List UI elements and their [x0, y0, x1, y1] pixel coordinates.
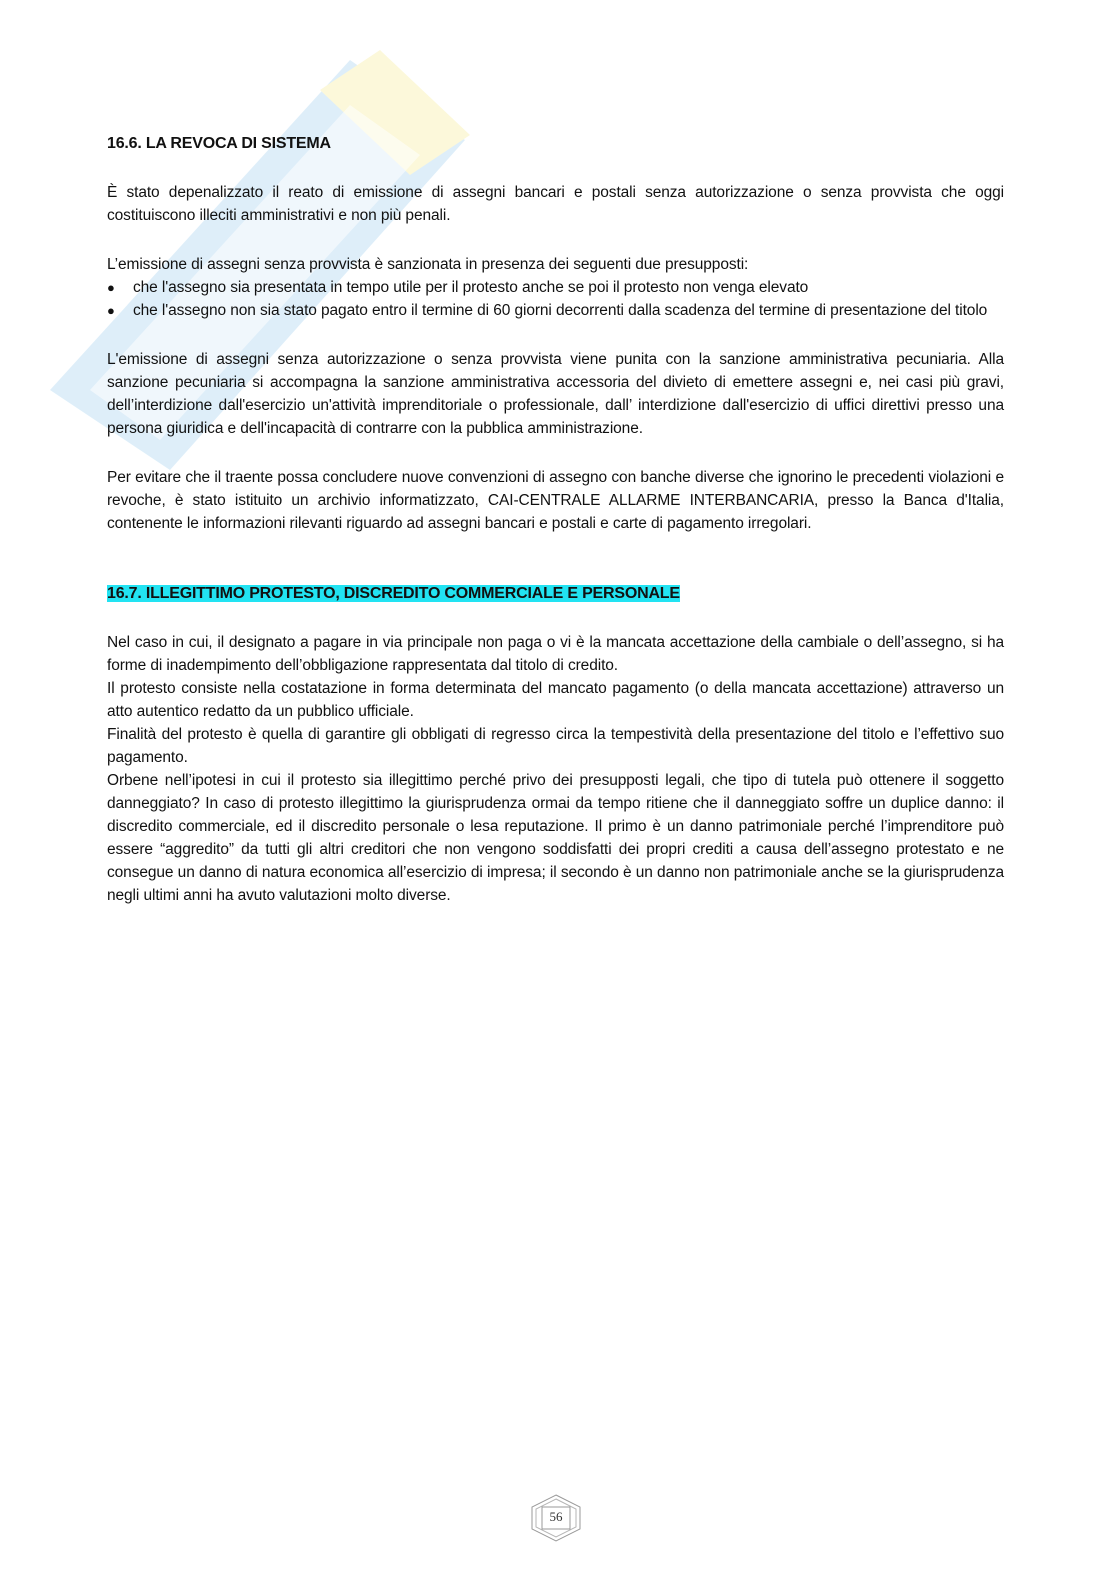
paragraph-presupposti-intro: L’emissione di assegni senza provvista è sanzionata in presenza dei seguenti due presupposti: [107, 256, 749, 273]
paragraph-tutela-danneggiato: Orbene nell’ipotesi in cui il protesto sia illegittimo perché privo dei presupposti legali, che tipo di tutela può ottenere il soggetto danneggiato? In caso di protesto illegittimo la giurisprudenza ormai da tempo ritiene che il danneggiato soffre un duplice danno: il discredito commerciale, ed il discredito personale o lesa reputazione. Il primo è un danno patrimoniale perché l’imprenditore può essere “aggredito” da tutti gli altri creditori che non vengono soddisfatti dei propri crediti a causa dell’assegno protestato e ne consegue un danno di natura economica all’esercizio di impresa; il secondo è un danno non patrimoniale anche se la giurisprudenza negli ultimi anni ha avuto valutazioni molto diverse. [107, 772, 1004, 904]
paragraph-cai: Per evitare che il traente possa concludere nuove convenzioni di assegno con banche diverse che ignorino le precedenti violazioni e revoche, è stato istituito un archivio informatizzato, CAI-CENTRALE ALLARME INTERBANCARIA, presso la Banca d'Italia, contenente le informazioni rilevanti riguardo ad assegni bancari e postali e carte di pagamento irregolari. [107, 469, 1004, 532]
paragraph-inadempimento: Nel caso in cui, il designato a pagare in via principale non paga o vi è la mancata accettazione della cambiale o dell’assegno, si ha forme di inadempimento dell’obbligazione rappresentata dal titolo di credito. [107, 634, 1004, 674]
section-title-illegittimo-protesto [107, 582, 1004, 605]
bullet-icon: ● [107, 280, 115, 295]
list-item [107, 276, 1004, 299]
paragraph-finalita-protesto: Finalità del protesto è quella di garantire gli obbligati di regresso circa la tempestività della presentazione del titolo e l’effettivo suo pagamento. [107, 726, 1004, 766]
presupposti-list [107, 276, 1004, 322]
paragraph-depenalizzazione: È stato depenalizzato il reato di emissione di assegni bancari e postali senza autorizzazione o senza provvista che oggi costituiscono illeciti amministrativi e non più penali. [107, 184, 1004, 224]
paragraph-sanzioni: L'emissione di assegni senza autorizzazione o senza provvista viene punita con la sanzione amministrativa pecuniaria. Alla sanzione pecuniaria si accompagna la sanzione amministrativa accessoria del divieto di emettere assegni e, nei casi più gravi, dell’interdizione dall'esercizio un'attività imprenditoriale o professionale, dall’ interdizione dall'esercizio di uffici direttivi presso una persona giuridica e dell'incapacità di contrarre con la pubblica amministrazione. [107, 351, 1004, 437]
section-title-revoca: 16.6. LA REVOCA DI SISTEMA [107, 135, 331, 152]
bullet-icon: ● [107, 303, 115, 318]
paragraph-protesto-definizione: Il protesto consiste nella costatazione in forma determinata del mancato pagamento (o della mancata accettazione) attraverso un atto autentico redatto da un pubblico ufficiale. [107, 680, 1004, 720]
list-item-text: che l'assegno sia presentata in tempo utile per il protesto anche se poi il protesto non venga elevato [133, 279, 809, 296]
list-item-text: che l'assegno non sia stato pagato entro il termine di 60 giorni decorrenti dalla scadenza del termine di presentazione del titolo [133, 302, 988, 319]
page-number-badge [528, 1493, 584, 1543]
document-body [107, 132, 1004, 907]
list-item [107, 299, 1004, 322]
page-number: 56 [549, 1509, 563, 1524]
highlighted-title-text: 16.7. ILLEGITTIMO PROTESTO, DISCREDITO COMMERCIALE E PERSONALE [107, 585, 680, 602]
